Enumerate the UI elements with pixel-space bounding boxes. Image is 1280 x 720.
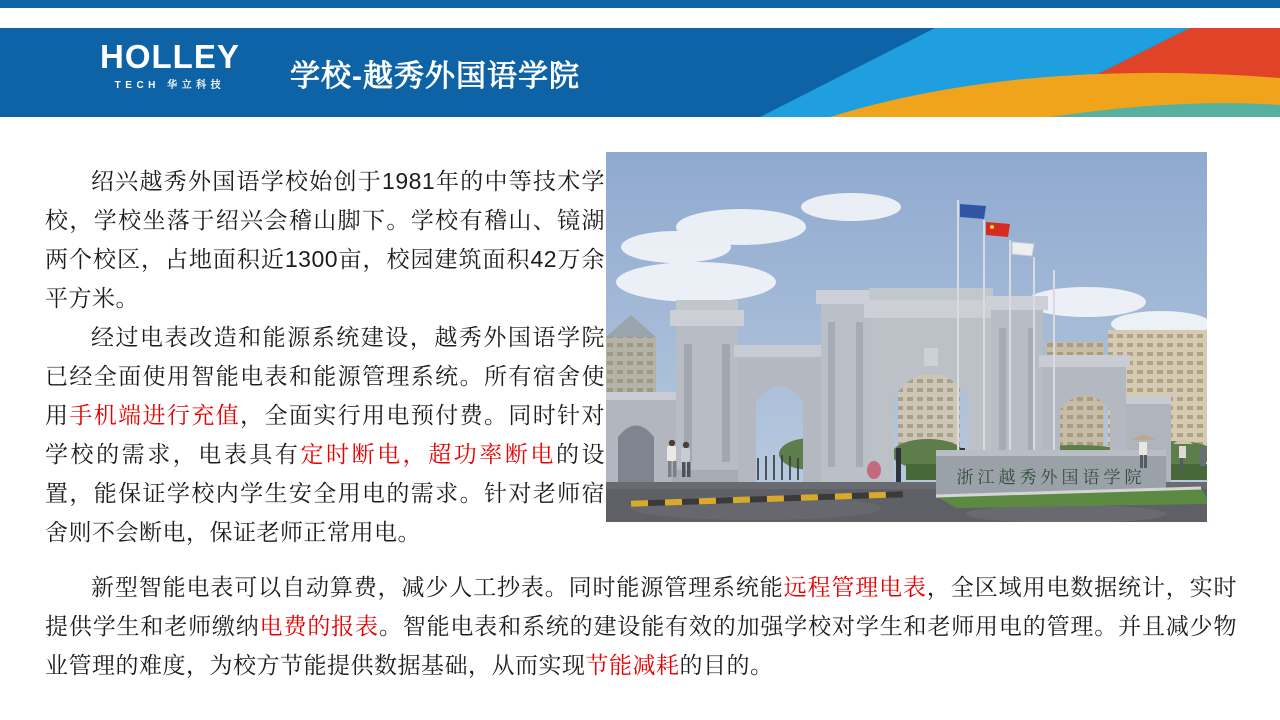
flower-pot <box>867 461 881 479</box>
holley-logo <box>100 40 240 91</box>
body-text: 经过电表改造和能源系统建设，越秀外国语学院已经全面使用智能电表和能源管理系统。所有宿舍使用 <box>45 324 605 428</box>
body-text: ，全面实行用电预付费。同时针对学校的需求，电表具有 <box>45 402 606 467</box>
body-text: 。智能电表和系统的建设能有效的加强学校对学生和老师用电的管理。并且减少物业管理的难度，为校方节能提供数据基础，从而实现 <box>45 613 1238 678</box>
school-gate-photo <box>606 152 1207 522</box>
paragraph-system-benefits <box>45 568 1237 685</box>
highlighted-text: 电费的报表 <box>259 613 379 639</box>
sign-text: 浙江越秀外国语学院 <box>956 468 1146 487</box>
body-text: 新型智能电表可以自动算费，减少人工抄表。同时能源管理系统能 <box>91 574 784 600</box>
paragraph-school-intro <box>45 162 605 318</box>
body-text: 的设置，能保证学校内学生安全用电的需求。针对老师宿舍则不会断电，保证老师正常用电。 <box>45 441 606 545</box>
left-text-column <box>45 162 605 552</box>
highlighted-text: 远程管理电表 <box>783 574 927 600</box>
highlighted-text: 定时断电，超功率断电 <box>300 441 556 467</box>
body-text: 绍兴越秀外国语学校始创于1981年的中等技术学校，学校坐落于绍兴会稽山脚下。学校有稽山、镜湖两个校区，占地面积近1300亩，校园建筑面积42万余平方米。 <box>45 168 605 311</box>
highlighted-text: 手机端进行充值 <box>69 402 241 428</box>
header-bar <box>0 28 1280 117</box>
slide-title: 学校-越秀外国语学院 <box>290 59 580 93</box>
paragraph-meter-upgrade <box>45 318 605 552</box>
top-accent-strip <box>0 0 1280 8</box>
body-text: 的目的。 <box>679 652 774 678</box>
body-text: ，全区域用电数据统计，实时提供学生和老师缴纳 <box>45 574 1238 639</box>
logo-tagline-text: TECH 华立科技 <box>114 80 226 91</box>
highlighted-text: 节能减耗 <box>585 652 680 678</box>
logo-brand-text: HOLLEY <box>100 38 240 75</box>
